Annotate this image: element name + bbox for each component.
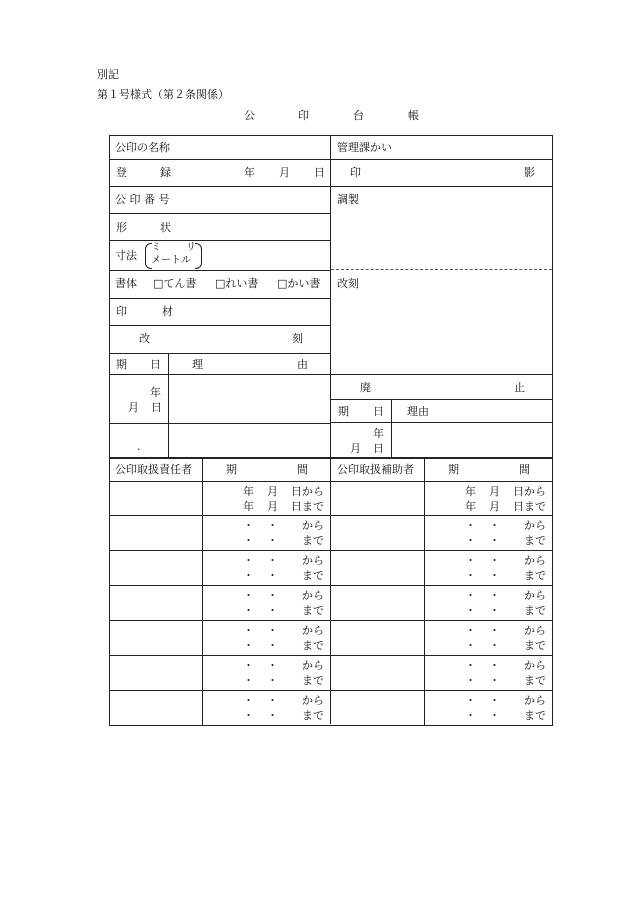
period-dot: ・ — [465, 694, 476, 707]
period-from: から — [302, 694, 324, 707]
seal-name-label: 公印の名称 — [115, 141, 170, 154]
period-dot: ・ — [267, 534, 278, 547]
from-year: 年 — [465, 485, 476, 498]
title-char: 帳 — [408, 109, 419, 122]
period-dot: ・ — [243, 534, 254, 547]
period-dot: ・ — [489, 709, 500, 722]
period-from: から — [302, 659, 324, 672]
abolition-day: 日 — [373, 442, 384, 455]
to-month: 月 — [489, 500, 500, 513]
period-to: まで — [524, 674, 546, 687]
period-to: まで — [302, 709, 324, 722]
period-from: から — [524, 589, 546, 602]
period-dot: ・ — [267, 519, 278, 532]
title-char: 台 — [353, 109, 364, 122]
to-year: 年 — [243, 500, 254, 513]
period-to: まで — [302, 569, 324, 582]
material-label: 材 — [162, 305, 173, 318]
recarve-day: 日 — [151, 401, 162, 414]
period-dot: ・ — [465, 604, 476, 617]
from-month: 月 — [489, 485, 500, 498]
period-dot: ・ — [243, 674, 254, 687]
period-dot: ・ — [465, 659, 476, 672]
period-dot: ・ — [267, 554, 278, 567]
period-from: から — [524, 519, 546, 532]
size-unit: メートル — [151, 255, 191, 266]
recarve-month: 月 — [128, 401, 139, 414]
period-dot: ・ — [489, 674, 500, 687]
period-from: から — [524, 694, 546, 707]
dept-label: 管理課かい — [337, 141, 392, 154]
period-dot: ・ — [267, 694, 278, 707]
recarve-period-label: 期 — [116, 358, 127, 371]
period-dot: ・ — [489, 624, 500, 637]
period-label: 期 — [448, 463, 459, 476]
material-label: 印 — [116, 305, 127, 318]
period-to: まで — [524, 639, 546, 652]
period-dot: ・ — [243, 554, 254, 567]
preparation-label: 調製 — [337, 193, 359, 206]
to-day: 日まで — [291, 500, 324, 513]
seal-impression-label: 印 — [350, 166, 361, 179]
period-dot: ・ — [243, 694, 254, 707]
from-year: 年 — [243, 485, 254, 498]
size-unit: リ — [186, 242, 196, 253]
recarve-label: 改 — [139, 332, 150, 345]
abolition-label: 廃 — [360, 381, 371, 394]
period-label: 間 — [519, 463, 530, 476]
abolition-year: 年 — [373, 427, 384, 440]
size-unit: ミ — [151, 242, 161, 253]
shape-label: 形 — [116, 221, 127, 234]
period-to: まで — [302, 639, 324, 652]
period-dot: ・ — [489, 569, 500, 582]
period-dot: ・ — [267, 624, 278, 637]
period-dot: ・ — [465, 639, 476, 652]
abolition-reason-label: 理由 — [407, 405, 429, 418]
period-from: から — [524, 624, 546, 637]
abolition-month: 月 — [350, 442, 361, 455]
period-to: まで — [302, 674, 324, 687]
period-to: まで — [524, 534, 546, 547]
recarve-reason-label: 理 — [192, 358, 203, 371]
font-option-checkbox[interactable]: □てん書 — [153, 277, 197, 290]
period-from: から — [302, 589, 324, 602]
period-dot: ・ — [267, 659, 278, 672]
font-option-checkbox[interactable]: □れい書 — [215, 277, 259, 290]
period-dot: ・ — [267, 674, 278, 687]
size-bracket-right — [195, 243, 202, 269]
period-dot: ・ — [267, 604, 278, 617]
period-dot: ・ — [243, 659, 254, 672]
period-dot: ・ — [243, 709, 254, 722]
to-day: 日まで — [513, 500, 546, 513]
form-number: 第１号様式（第２条関係） — [97, 88, 229, 101]
period-dot: ・ — [489, 659, 500, 672]
appendix-label: 別記 — [97, 68, 119, 81]
period-to: まで — [524, 569, 546, 582]
chief-handler-label: 公印取扱責任者 — [115, 463, 192, 476]
period-dot: ・ — [489, 604, 500, 617]
period-dot: ・ — [267, 639, 278, 652]
from-month: 月 — [267, 485, 278, 498]
period-dot: ・ — [465, 709, 476, 722]
abolition-period-label: 日 — [373, 405, 384, 418]
registration-day: 日 — [314, 166, 325, 179]
font-label: 書体 — [115, 277, 137, 290]
period-dot: ・ — [489, 534, 500, 547]
period-from: から — [302, 519, 324, 532]
shape-label: 状 — [160, 221, 171, 234]
title-char: 公 — [244, 109, 255, 122]
period-dot: ・ — [243, 639, 254, 652]
recarve-year: 年 — [150, 386, 161, 399]
period-dot: ・ — [489, 694, 500, 707]
recarve-period-label: 日 — [150, 358, 161, 371]
recarve-dot: . — [137, 440, 141, 453]
period-to: まで — [302, 534, 324, 547]
period-dot: ・ — [243, 589, 254, 602]
seal-impression-label: 影 — [524, 166, 535, 179]
font-option-checkbox[interactable]: □かい書 — [277, 277, 321, 290]
period-dot: ・ — [465, 554, 476, 567]
abolition-period-label: 期 — [338, 405, 349, 418]
period-from: から — [524, 659, 546, 672]
period-dot: ・ — [489, 554, 500, 567]
period-dot: ・ — [267, 569, 278, 582]
period-dot: ・ — [489, 519, 500, 532]
to-year: 年 — [465, 500, 476, 513]
recarve-label: 刻 — [292, 332, 303, 345]
title-char: 印 — [298, 109, 309, 122]
period-dot: ・ — [267, 709, 278, 722]
registration-label: 登 — [116, 166, 127, 179]
period-from: から — [302, 624, 324, 637]
period-dot: ・ — [465, 624, 476, 637]
recarve-section-label: 改刻 — [337, 277, 359, 290]
period-dot: ・ — [465, 534, 476, 547]
period-dot: ・ — [465, 674, 476, 687]
period-label: 間 — [297, 463, 308, 476]
registration-year: 年 — [244, 166, 255, 179]
abolition-label: 止 — [514, 381, 525, 394]
period-from: から — [302, 554, 324, 567]
period-dot: ・ — [465, 569, 476, 582]
period-to: まで — [524, 709, 546, 722]
period-to: まで — [524, 604, 546, 617]
registration-label: 録 — [160, 166, 171, 179]
recarve-reason-label: 由 — [297, 358, 308, 371]
from-day: 日から — [291, 485, 324, 498]
period-dot: ・ — [465, 589, 476, 602]
period-dot: ・ — [243, 519, 254, 532]
period-dot: ・ — [243, 624, 254, 637]
period-dot: ・ — [243, 604, 254, 617]
period-dot: ・ — [489, 589, 500, 602]
from-day: 日から — [513, 485, 546, 498]
period-from: から — [524, 554, 546, 567]
period-to: まで — [302, 604, 324, 617]
period-dot: ・ — [489, 639, 500, 652]
assistant-handler-label: 公印取扱補助者 — [337, 463, 414, 476]
registration-month: 月 — [279, 166, 290, 179]
period-label: 期 — [226, 463, 237, 476]
period-dot: ・ — [465, 519, 476, 532]
period-dot: ・ — [267, 589, 278, 602]
size-label: 寸法 — [115, 249, 137, 262]
to-month: 月 — [267, 500, 278, 513]
seal-number-label: 公 印 番 号 — [115, 193, 170, 206]
period-dot: ・ — [243, 569, 254, 582]
